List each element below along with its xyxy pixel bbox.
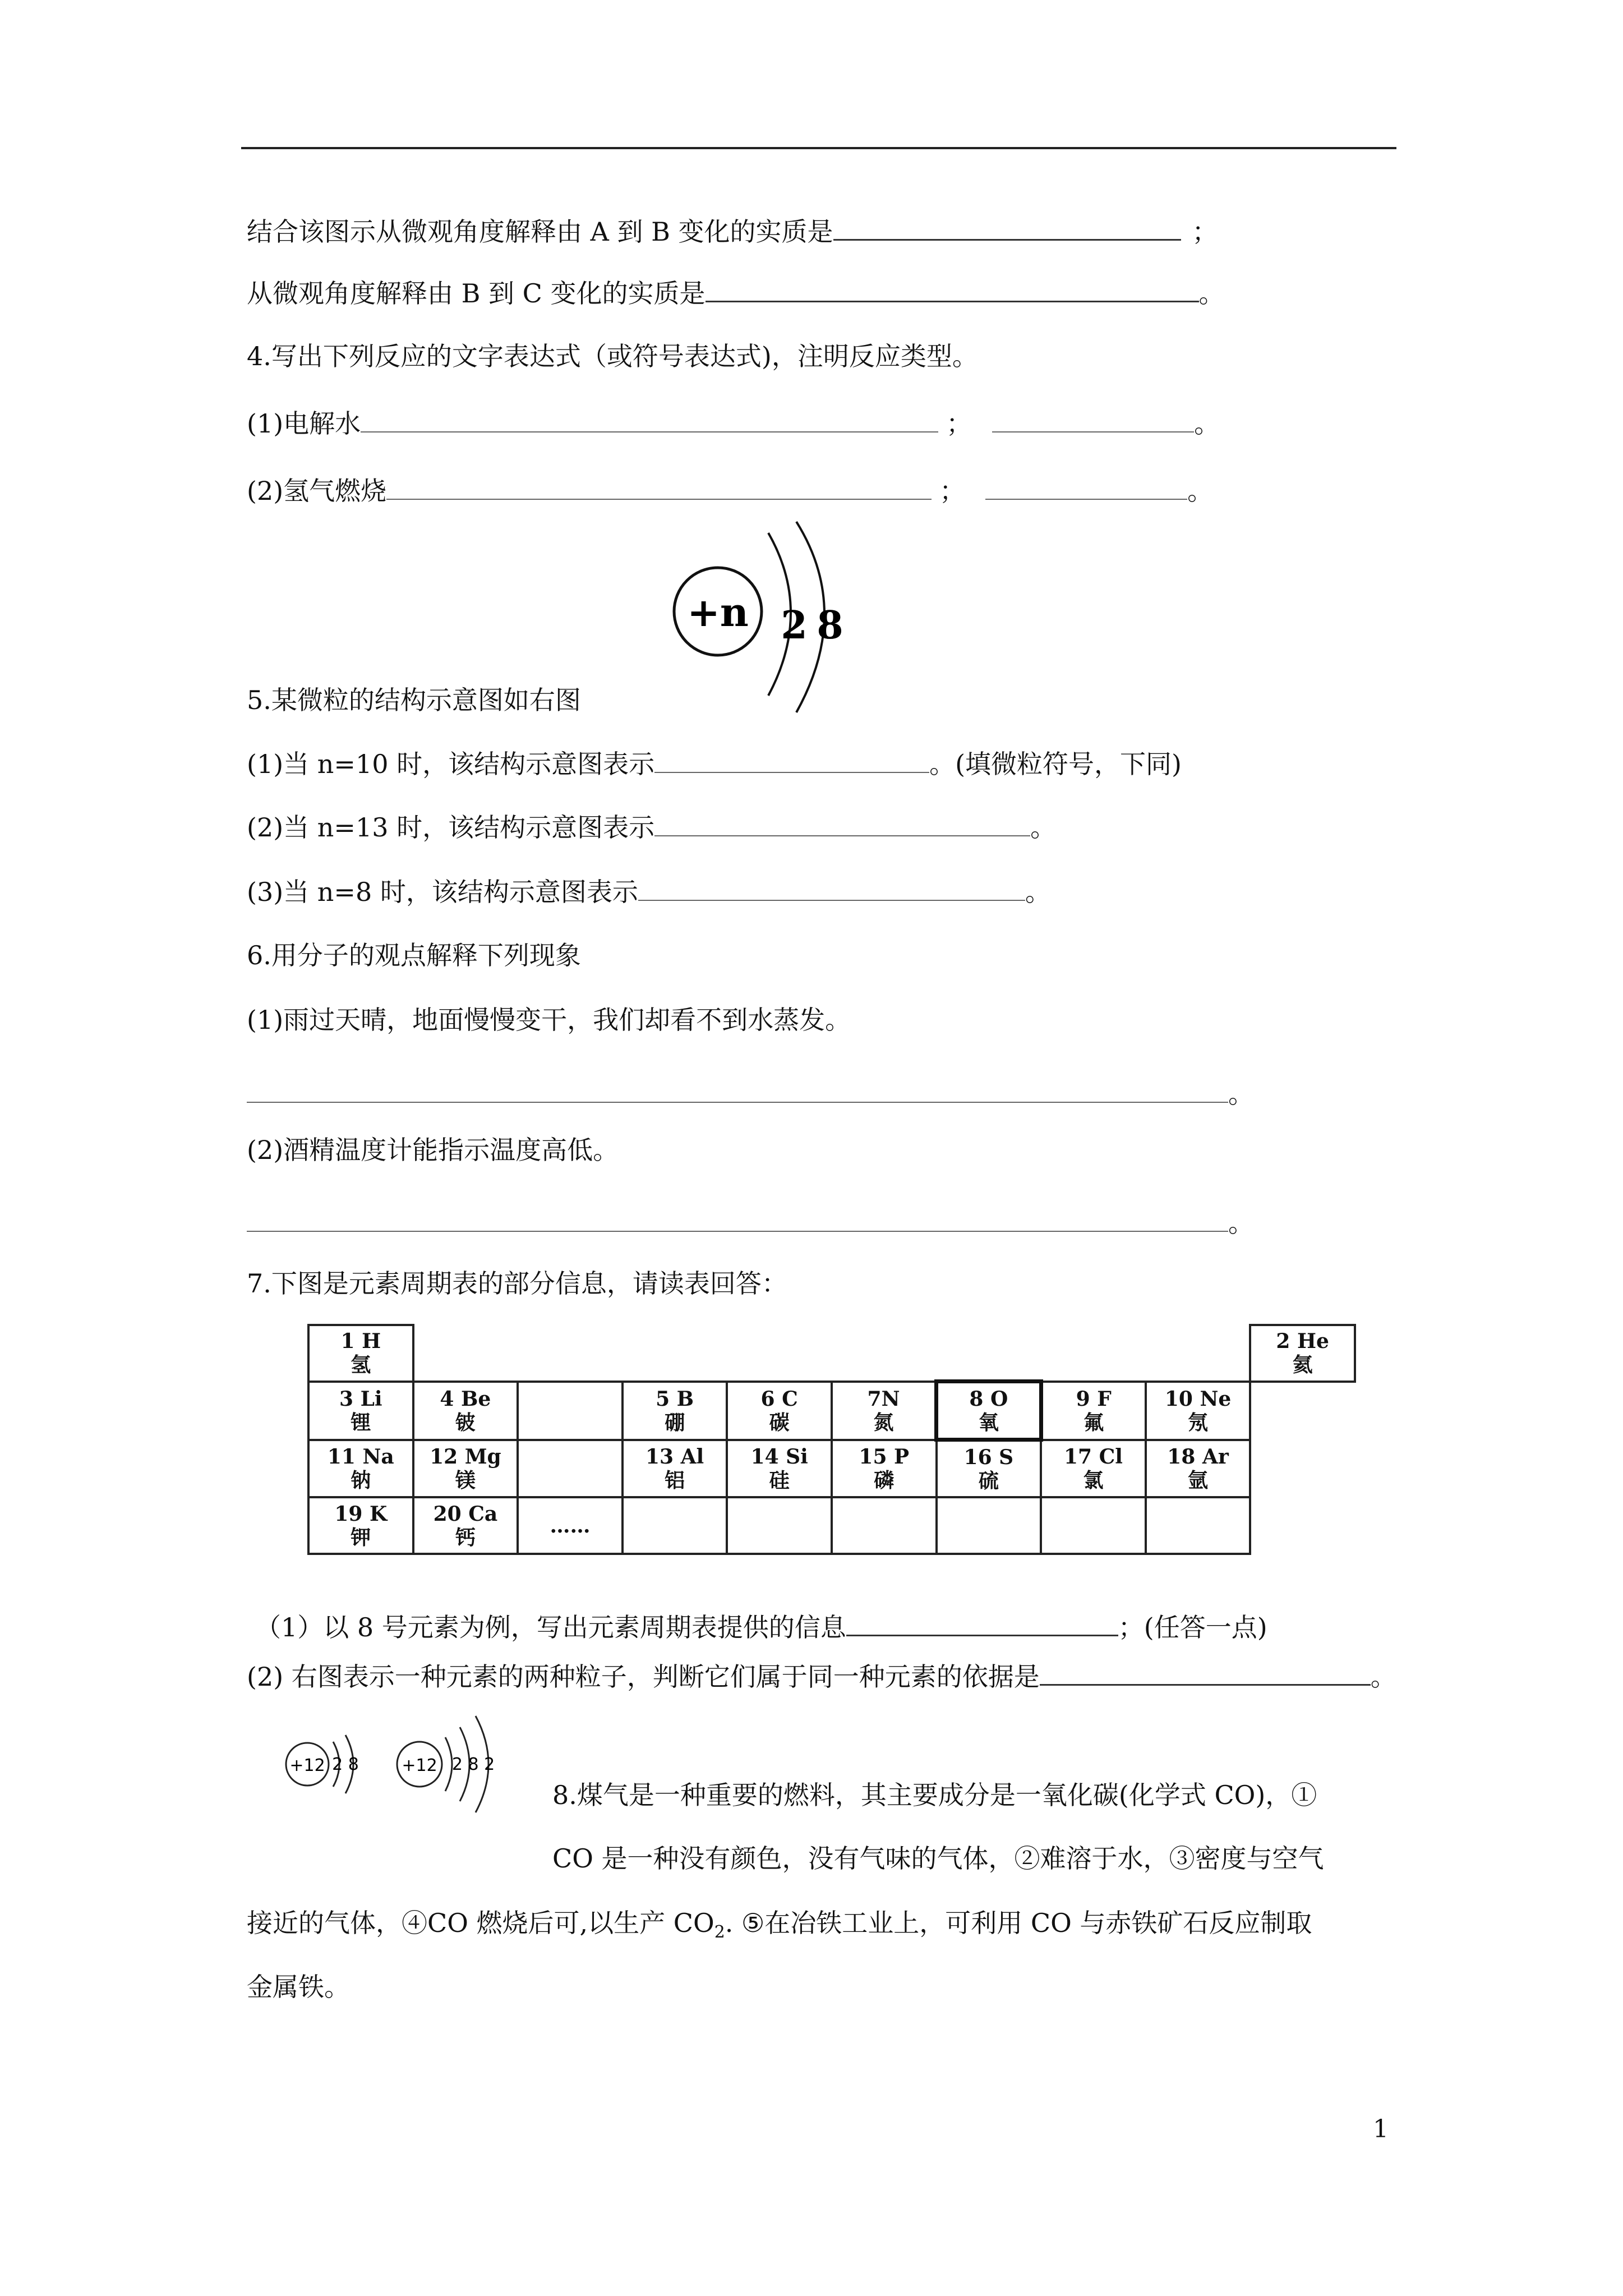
particle-b xyxy=(397,1716,495,1812)
q6-item2: (2)酒精温度计能指示温度高低。 xyxy=(247,1135,619,1165)
shell1-electrons: 2 xyxy=(781,603,808,648)
shell2-electrons: 8 xyxy=(817,603,843,648)
element-cell-cl: 17 Cl 氯 xyxy=(1041,1440,1146,1497)
element-cell-li: 3 Li 锂 xyxy=(308,1382,413,1440)
q6-item2-end: 。 xyxy=(1228,1208,1254,1238)
q6-item1-end: 。 xyxy=(1228,1079,1254,1109)
q5-item1-note: 。(填微粒符号，下同) xyxy=(929,749,1182,779)
element-cell-s: 16 S 硫 xyxy=(937,1440,1041,1497)
element-cell-si: 14 Si 硅 xyxy=(727,1440,832,1497)
q4-item2-equation-blank[interactable] xyxy=(386,474,932,500)
q4-item2-sep: ； xyxy=(939,476,966,506)
particle-b-shell-electrons: 2 8 2 xyxy=(451,1755,495,1774)
q8-line3-subscript: 2 xyxy=(714,1922,725,1943)
period-row-2 xyxy=(308,1382,1355,1440)
element-cell-na: 11 Na 钠 xyxy=(308,1440,413,1497)
q5-item2-text: (2)当 n=13 时，该结构示意图表示 xyxy=(247,812,655,843)
q3-line1 xyxy=(247,214,1218,249)
element-cell-al: 13 Al 铝 xyxy=(623,1440,727,1497)
element-cell-c: 6 C 碳 xyxy=(727,1382,832,1440)
q7-item1-note: ；(任答一点) xyxy=(1118,1612,1267,1642)
q8-line3 xyxy=(247,1906,1312,1949)
q5-item1-text: (1)当 n=10 时，该结构示意图表示 xyxy=(247,749,655,779)
element-cell-n: 7N 氮 xyxy=(832,1382,937,1440)
element-cell-mg: 12 Mg 镁 xyxy=(413,1440,518,1497)
element-cell-ar: 18 Ar 氩 xyxy=(1146,1440,1251,1497)
q3-answer-blank-1[interactable] xyxy=(833,214,1181,241)
particle-a xyxy=(286,1735,359,1793)
q8-line1: 8.煤气是一种重要的燃料，其主要成分是一氧化碳(化学式 CO)，① xyxy=(552,1780,1317,1810)
element-cell-k: 19 K 钾 xyxy=(308,1497,413,1554)
element-cell-b: 5 B 硼 xyxy=(623,1382,727,1440)
q4-item1-sep: ； xyxy=(946,408,972,439)
q5-item3 xyxy=(247,875,1051,909)
q3-line1-end: ； xyxy=(1192,217,1218,247)
element-cell-ca: 20 Ca 钙 xyxy=(413,1497,518,1554)
q4-item1-end: 。 xyxy=(1194,408,1220,439)
q7-item1 xyxy=(255,1610,1267,1644)
element-cell-o: 8 O 氧 xyxy=(937,1382,1041,1440)
q6-item1-blank[interactable] xyxy=(247,1077,1228,1103)
q5-item2-blank[interactable] xyxy=(654,811,1030,836)
nucleus-label: +n xyxy=(687,589,749,636)
element-cell-blank xyxy=(832,1497,937,1554)
q5-item3-text: (3)当 n=8 时，该结构示意图表示 xyxy=(247,877,638,907)
element-cell-blank xyxy=(1041,1497,1146,1554)
element-cell-blank xyxy=(623,1497,727,1554)
q7-title: 7.下图是元素周期表的部分信息，请读表回答： xyxy=(247,1268,787,1299)
element-cell-blank xyxy=(518,1382,623,1440)
element-cell-blank xyxy=(937,1497,1041,1554)
period-row-3 xyxy=(308,1440,1355,1497)
q3-line2-text: 从微观角度解释由 B 到 C 变化的实质是 xyxy=(247,278,706,309)
q4-item2-type-blank[interactable] xyxy=(985,474,1187,500)
q3-line2-end: 。 xyxy=(1198,278,1225,309)
q8-line3-text-b: . ⑤在冶铁工业上，可利用 CO 与赤铁矿石反应制取 xyxy=(725,1908,1312,1938)
q4-item1-label: (1)电解水 xyxy=(247,408,361,439)
page-number: 1 xyxy=(1373,2115,1389,2143)
q3-answer-blank-2[interactable] xyxy=(706,276,1199,302)
particle-b-nucleus-label: +12 xyxy=(402,1756,437,1775)
q7-item1-blank[interactable] xyxy=(846,1610,1118,1636)
element-cell-ne: 10 Ne 氖 xyxy=(1146,1382,1251,1440)
q3-line1-text: 结合该图示从微观角度解释由 A 到 B 变化的实质是 xyxy=(247,217,833,247)
q8-line2: CO 是一种没有颜色，没有气味的气体，②难溶于水，③密度与空气 xyxy=(552,1843,1324,1874)
header-rule xyxy=(241,147,1396,149)
q4-item1 xyxy=(247,407,1220,440)
q6-title: 6.用分子的观点解释下列现象 xyxy=(247,940,581,970)
q3-line2 xyxy=(247,276,1225,310)
particle-a-nucleus-label: +12 xyxy=(289,1756,325,1775)
element-cell-blank xyxy=(727,1497,832,1554)
element-cell-h: 1 H 氢 xyxy=(308,1325,413,1382)
period-row-4 xyxy=(308,1497,1355,1554)
q4-title: 4.写出下列反应的文字表达式（或符号表达式)，注明反应类型。 xyxy=(247,341,978,371)
q6-item1: (1)雨过天晴，地面慢慢变干，我们却看不到水蒸发。 xyxy=(247,1005,851,1035)
atom-structure-diagram xyxy=(662,516,864,729)
q4-item2-label: (2)氢气燃烧 xyxy=(247,476,387,506)
element-cell-ellipsis: …… xyxy=(518,1497,623,1554)
q5-item2-end: 。 xyxy=(1030,812,1057,843)
particle-a-shell-electrons: 2 8 xyxy=(332,1755,359,1774)
table-gap-2 xyxy=(1146,1325,1251,1382)
q5-item2 xyxy=(247,811,1056,844)
q7-item2-blank[interactable] xyxy=(1040,1659,1371,1686)
q5-title: 5.某微粒的结构示意图如右图 xyxy=(247,685,581,715)
q8-line3-text-a: 接近的气体，④CO 燃烧后可,以生产 CO xyxy=(247,1908,714,1938)
element-cell-p: 15 P 磷 xyxy=(832,1440,937,1497)
element-cell-blank xyxy=(518,1440,623,1497)
q6-item2-answer xyxy=(247,1206,1254,1240)
q8-line4: 金属铁。 xyxy=(247,1972,350,2002)
q7-item2-end: 。 xyxy=(1370,1662,1396,1692)
q6-item1-answer xyxy=(247,1077,1254,1111)
q5-item3-blank[interactable] xyxy=(638,875,1025,901)
two-particles-diagram xyxy=(279,1703,526,1815)
q6-item2-blank[interactable] xyxy=(247,1206,1228,1232)
q5-item1-blank[interactable] xyxy=(654,747,929,773)
q4-item2-end: 。 xyxy=(1187,476,1214,506)
q4-item2 xyxy=(247,474,1213,508)
particle-b-shell-1 xyxy=(445,1737,452,1791)
q7-item2 xyxy=(247,1659,1396,1694)
periodic-table xyxy=(307,1324,1356,1555)
q7-item2-text: (2) 右图表示一种元素的两种粒子，判断它们属于同一种元素的依据是 xyxy=(247,1662,1040,1692)
table-gap xyxy=(413,1325,1146,1382)
element-cell-blank xyxy=(1146,1497,1251,1554)
element-cell-f: 9 F 氟 xyxy=(1041,1382,1146,1440)
q4-item1-type-blank[interactable] xyxy=(992,407,1194,432)
q4-item1-equation-blank[interactable] xyxy=(361,407,938,432)
element-cell-he: 2 He 氦 xyxy=(1250,1325,1355,1382)
q7-item1-text: （1）以 8 号元素为例，写出元素周期表提供的信息 xyxy=(255,1612,846,1642)
q5-item1 xyxy=(247,747,1182,781)
q5-item3-end: 。 xyxy=(1025,877,1051,907)
period-row-1 xyxy=(308,1325,1355,1382)
element-cell-be: 4 Be 铍 xyxy=(413,1382,518,1440)
